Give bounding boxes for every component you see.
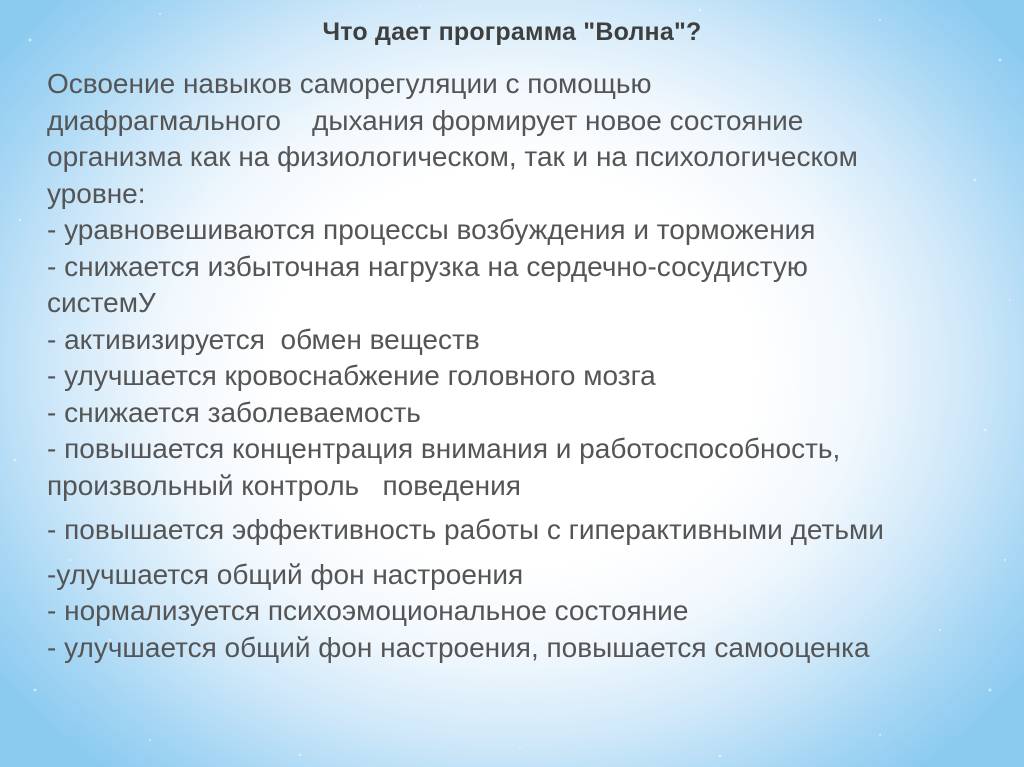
effect-line: - улучшается кровоснабжение головного мозга xyxy=(47,360,656,391)
effect-line: - повышается концентрация внимания и работоспособность, xyxy=(47,433,841,464)
effect-line: - снижается заболеваемость xyxy=(47,396,421,428)
effect-line: - улучшается общий фон настроения, повышается самооценка xyxy=(47,631,870,663)
effect-line: - нормализуется психоэмоциональное состояние xyxy=(47,595,689,626)
effect-line: - снижается избыточная нагрузка на сердечно-сосудистую xyxy=(47,250,808,282)
effect-line: - активизируется обмен веществ xyxy=(47,323,480,355)
effect-line: -улучшается общий фон настроения xyxy=(47,558,524,590)
slide-title: Что дает программа "Волна"? xyxy=(322,18,702,46)
intro-line: Освоение навыков саморегуляции с помощью xyxy=(47,68,652,99)
effect-line: - уравновешиваются процессы возбуждения и торможения xyxy=(47,214,816,245)
effect-line: - повышается эффективность работы с гиперактивными детьми xyxy=(47,514,884,545)
intro-line: уровне: xyxy=(47,177,146,209)
intro-line: организма как на физиологическом, так и на психологическом xyxy=(47,141,858,172)
effect-line: произвольный контроль поведения xyxy=(47,469,521,501)
intro-line: диафрагмального дыхания формирует новое состояние xyxy=(47,104,804,136)
effect-line: системУ xyxy=(47,287,156,318)
slide-body xyxy=(47,66,1007,666)
